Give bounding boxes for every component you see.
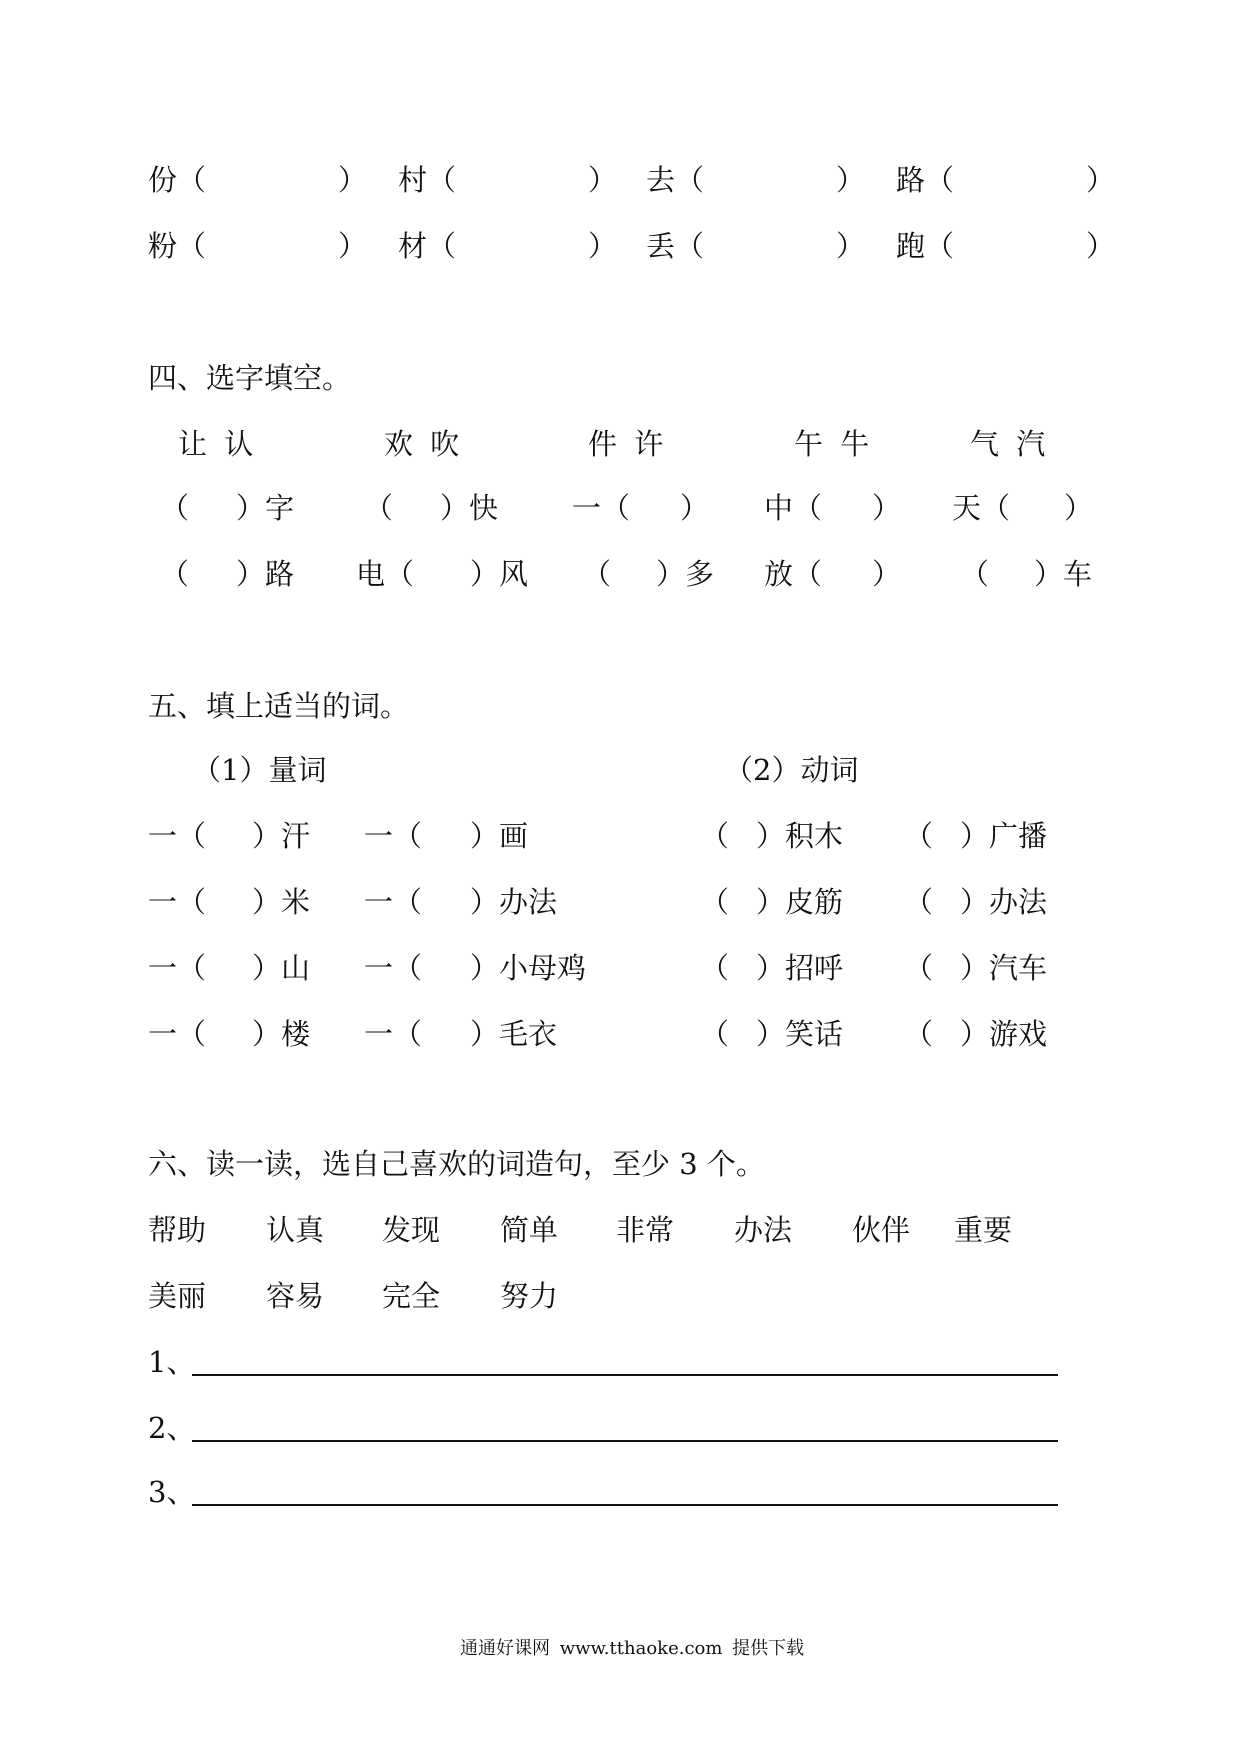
sentence-answer-line[interactable]: [192, 1374, 1058, 1376]
blank-word: ）: [680, 491, 710, 525]
choice-pair: 欢 吹: [384, 427, 460, 461]
blank-word: ）画: [470, 819, 529, 853]
blank-open: （: [160, 557, 190, 591]
blank-open: （: [700, 1017, 730, 1051]
choice-pair: 午 牛: [794, 427, 870, 461]
blank-open: 一（: [572, 491, 631, 525]
bracket-close: ）: [836, 163, 866, 197]
blank-open: （: [700, 951, 730, 985]
vocab-word: 重要: [954, 1213, 1013, 1247]
section-title: 四、选字填空。: [148, 361, 352, 395]
blank-open: （: [582, 557, 612, 591]
blank-open: （: [160, 491, 190, 525]
blank-word: ）字: [236, 491, 295, 525]
blank-word: ）: [1064, 491, 1094, 525]
page-footer: 通通好课网 www.tthaoke.com 提供下载: [460, 1638, 805, 1659]
blank-word: ）路: [236, 557, 295, 591]
bracket-close: ）: [338, 229, 368, 263]
blank-open: （: [904, 885, 934, 919]
blank-word: ）汗: [252, 819, 311, 853]
sentence-line-label: 3、: [148, 1475, 196, 1509]
blank-word: ）汽车: [960, 951, 1048, 985]
char-item: 材（: [398, 229, 457, 263]
char-item: 丢（: [646, 229, 705, 263]
sentence-line-label: 2、: [148, 1411, 196, 1445]
choice-pair: 让 认: [178, 427, 254, 461]
blank-open: （: [960, 557, 990, 591]
blank-word: ）楼: [252, 1017, 311, 1051]
sentence-answer-line[interactable]: [192, 1440, 1058, 1442]
char-item: 去（: [646, 163, 705, 197]
vocab-word: 美丽: [148, 1279, 207, 1313]
vocab-word: 发现: [382, 1213, 441, 1247]
blank-open: （: [700, 819, 730, 853]
vocab-word: 认真: [266, 1213, 325, 1247]
bracket-close: ）: [588, 163, 618, 197]
char-item: 跑（: [896, 229, 955, 263]
blank-open: （: [700, 885, 730, 919]
blank-word: ）: [872, 491, 902, 525]
vocab-word: 帮助: [148, 1213, 207, 1247]
blank-word: ）办法: [470, 885, 558, 919]
subheading-verbs: （2）动词: [724, 753, 859, 787]
sentence-answer-line[interactable]: [192, 1504, 1058, 1506]
section-title: 五、填上适当的词。: [148, 689, 410, 723]
blank-word: ）广播: [960, 819, 1048, 853]
blank-word: ）毛衣: [470, 1017, 558, 1051]
bracket-close: ）: [338, 163, 368, 197]
char-item: 份（: [148, 163, 207, 197]
blank-open: 一（: [364, 951, 423, 985]
blank-open: （: [904, 1017, 934, 1051]
char-item: 村（: [398, 163, 457, 197]
blank-open: （: [904, 951, 934, 985]
subheading-measure-words: （1）量词: [192, 753, 327, 787]
blank-open: 中（: [764, 491, 823, 525]
choice-pair: 件 许: [588, 427, 664, 461]
char-item: 粉（: [148, 229, 207, 263]
blank-open: 天（: [952, 491, 1011, 525]
blank-word: ）快: [440, 491, 499, 525]
blank-word: ）米: [252, 885, 311, 919]
blank-open: 一（: [364, 819, 423, 853]
blank-word: ）积木: [756, 819, 844, 853]
blank-word: ）多: [656, 557, 715, 591]
blank-open: 一（: [148, 1017, 207, 1051]
vocab-word: 伙伴: [852, 1213, 911, 1247]
blank-word: ）游戏: [960, 1017, 1048, 1051]
blank-word: ）风: [470, 557, 529, 591]
bracket-close: ）: [1086, 163, 1116, 197]
section-title: 六、读一读，选自己喜欢的词造句，至少 3 个。: [148, 1147, 765, 1181]
vocab-word: 非常: [616, 1213, 675, 1247]
bracket-close: ）: [1086, 229, 1116, 263]
bracket-close: ）: [836, 229, 866, 263]
blank-open: 一（: [364, 1017, 423, 1051]
blank-word: ）办法: [960, 885, 1048, 919]
vocab-word: 完全: [382, 1279, 441, 1313]
blank-word: ）招呼: [756, 951, 844, 985]
blank-word: ）山: [252, 951, 311, 985]
blank-open: 一（: [148, 819, 207, 853]
blank-word: ）小母鸡: [470, 951, 587, 985]
blank-open: （: [364, 491, 394, 525]
vocab-word: 努力: [500, 1279, 559, 1313]
blank-open: 放（: [764, 557, 823, 591]
blank-open: 一（: [364, 885, 423, 919]
char-item: 路（: [896, 163, 955, 197]
bracket-close: ）: [588, 229, 618, 263]
blank-word: ）皮筋: [756, 885, 844, 919]
blank-open: 一（: [148, 951, 207, 985]
sentence-line-label: 1、: [148, 1345, 196, 1379]
blank-word: ）: [872, 557, 902, 591]
blank-open: 一（: [148, 885, 207, 919]
vocab-word: 容易: [266, 1279, 325, 1313]
blank-open: （: [904, 819, 934, 853]
vocab-word: 办法: [734, 1213, 793, 1247]
choice-pair: 气 汽: [970, 427, 1046, 461]
vocab-word: 简单: [500, 1213, 559, 1247]
blank-word: ）笑话: [756, 1017, 844, 1051]
blank-word: ）车: [1034, 557, 1093, 591]
blank-open: 电（: [356, 557, 415, 591]
